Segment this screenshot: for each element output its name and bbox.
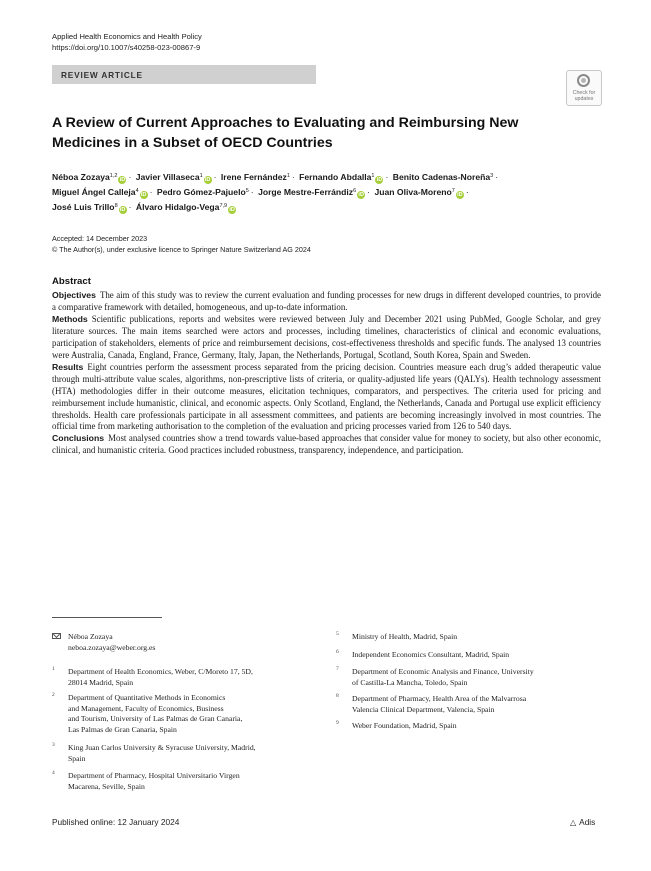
correspondence-name: Néboa Zozaya — [68, 632, 113, 641]
author[interactable]: Benito Cadenas-Noreña$^3$ — [392, 172, 494, 182]
check-for-updates-button[interactable] — [566, 70, 602, 106]
updates-icon — [577, 74, 590, 87]
affiliation: 2 Department of Quantitative Methods in Economics and Management, Faculty of Economics, Business and Tourism, University of Las Palmas de Gran Canaria, Las Palmas de Gran Canaria, Spain — [52, 692, 243, 734]
updates-label: Check for updates — [572, 90, 596, 102]
affiliation: 6 Independent Economics Consultant, Madrid, Spain — [336, 649, 510, 659]
author[interactable]: Juan Oliva-Moreno$^7$iD — [374, 187, 463, 198]
adis-triangle-icon: △ — [570, 818, 577, 827]
author[interactable]: Irene Fernández$^1$ — [220, 172, 290, 182]
affiliation: 1 Department of Health Economics, Weber, C/Moreto 17, 5D, 28014 Madrid, Spain — [52, 666, 253, 687]
affiliation: 9 Weber Foundation, Madrid, Spain — [336, 720, 457, 730]
author[interactable]: Javier Villaseca$^1$iD — [135, 172, 211, 183]
orcid-icon[interactable]: iD — [457, 192, 463, 198]
copyright-line: © The Author(s), under exclusive licence to Springer Nature Switzerland AG 2024 — [52, 245, 311, 254]
affiliation: 5 Ministry of Health, Madrid, Spain — [336, 631, 458, 641]
orcid-icon[interactable]: iD — [140, 192, 147, 198]
mail-icon — [52, 633, 61, 639]
abstract-section: Conclusions Most analysed countries show a trend towards value-based approaches that consider value for money to society, but also other economic, clinical, and humanistic criteria. Good practices included robustness, transparency, independence, and participation. — [52, 433, 601, 456]
author[interactable]: Néboa Zozaya$^{1,2}$iD — [52, 172, 126, 183]
correspondence — [52, 632, 312, 656]
orcid-icon[interactable]: iD — [358, 192, 364, 198]
author[interactable]: Miguel Ángel Calleja$^4$iD — [52, 187, 147, 198]
section-label: Methods — [52, 313, 88, 324]
paper-title: A Review of Current Approaches to Evaluating and Reimbursing New Medicines in a Subset of OECD Countries — [52, 115, 519, 151]
section-label: Objectives — [52, 290, 96, 300]
orcid-icon[interactable]: iD — [229, 207, 235, 213]
affiliation: 7 Department of Economic Analysis and Finance, University of Castilla-La Mancha, Toledo, Spain — [336, 666, 534, 687]
published-online: Published online: 12 January 2024 — [52, 817, 180, 827]
abstract-section: Results Eight countries perform the assessment process separated from the pricing decision. Countries measure each drug’s added therapeutic value through multi-attribute value scales, algorithms, non-prescriptive lists of criteria, or quality-adjusted life years (QALYs). Health technology assessment (HTA) methodologies differ in their outcome measures, elicitation techniques, comparators, and perspectives. The criteria used for pricing and reimbursement include humanistic, clinical, and economic aspects. Only Scotland, England, the Netherlands, Canada and Portugal use explicit efficiency thresholds. Health care professionals participate in all assessment committees, and patients are becoming increasingly involved in most countries. The official time from marketing authorisation to the completion of the evaluation and pricing processes varied from 126 to 540 days. — [52, 361, 601, 432]
orcid-icon[interactable]: iD — [119, 177, 126, 183]
article-type-banner — [52, 65, 316, 84]
abstract-heading: Abstract — [52, 276, 91, 287]
section-label: Results — [52, 361, 84, 372]
footnote-divider — [52, 617, 162, 618]
author[interactable]: Fernando Abdalla$^1$iD — [299, 172, 383, 183]
author[interactable]: Álvaro Hidalgo-Vega$^{7,9}$iD — [135, 202, 235, 213]
orcid-icon[interactable]: iD — [204, 177, 211, 183]
orcid-icon[interactable]: iD — [119, 207, 126, 213]
abstract-section: Methods Scientific publications, reports and websites were reviewed between July and December 2021 using PubMed, Google Scholar, and grey literature sources. The main items searched were actors and processes, including timelines, characteristics of clinical and economic evaluations, participation of stakeholders, elements of price and reimbursement decisions, cost-effectiveness thresholds and specific funds. The analysed 13 countries were Australia, Canada, England, France, Germany, Italy, Japan, the Netherlands, Portugal, Scotland, South Korea, Spain and Sweden. — [52, 313, 601, 360]
section-label: Conclusions — [52, 433, 105, 444]
article-type-label: REVIEW ARTICLE — [61, 70, 143, 80]
orcid-icon[interactable]: iD — [376, 177, 383, 183]
abstract-body — [52, 290, 601, 457]
journal-header — [52, 31, 202, 53]
affiliation: 3 King Juan Carlos University & Syracuse University, Madrid, Spain — [52, 742, 256, 763]
doi-link[interactable]: https://doi.org/10.1007/s40258-023-00867-9 — [52, 43, 201, 52]
publisher-logo: △ Adis — [570, 817, 596, 827]
journal-name: Applied Health Economics and Health Policy — [52, 32, 202, 41]
publication-dates — [52, 233, 311, 255]
affiliation: 8 Department of Pharmacy, Health Area of the Malvarrosa Valencia Clinical Department, Valencia, Spain — [336, 693, 527, 714]
affiliation: 4 Department of Pharmacy, Hospital Universitario Virgen Macarena, Seville, Spain — [52, 770, 240, 791]
correspondence-email[interactable]: neboa.zozaya@weber.org.es — [68, 643, 156, 652]
author-list: Néboa Zozaya$^{1,2}$iD · Javier Villaseca$^1$iD · Irene Fernández$^1$ · Fernando Abdalla$^1$iD · Benito Cadenas-Noreña$^3$ · Miguel Ángel Calleja$^4$iD · Pedro Gómez-Pajuelo$^5$ · Jorge Mestre-Ferrándiz$^6$iD · Juan Oliva-Moreno$^7$iD · José Luis Trillo$^8$iD · Álvaro Hidalgo-Vega$^{7,9}$iD — [52, 172, 499, 213]
author[interactable]: Pedro Gómez-Pajuelo$^5$ — [156, 187, 249, 197]
author[interactable]: José Luis Trillo$^8$iD — [52, 202, 126, 213]
author[interactable]: Jorge Mestre-Ferrándiz$^6$iD — [258, 187, 364, 198]
abstract-section: Objectives The aim of this study was to review the current evaluation and funding processes for new drugs in different developed countries, to provide a comparative framework with detailed, homogeneous, and up-to-date information. — [52, 290, 601, 312]
accepted-date: Accepted: 14 December 2023 — [52, 234, 148, 243]
